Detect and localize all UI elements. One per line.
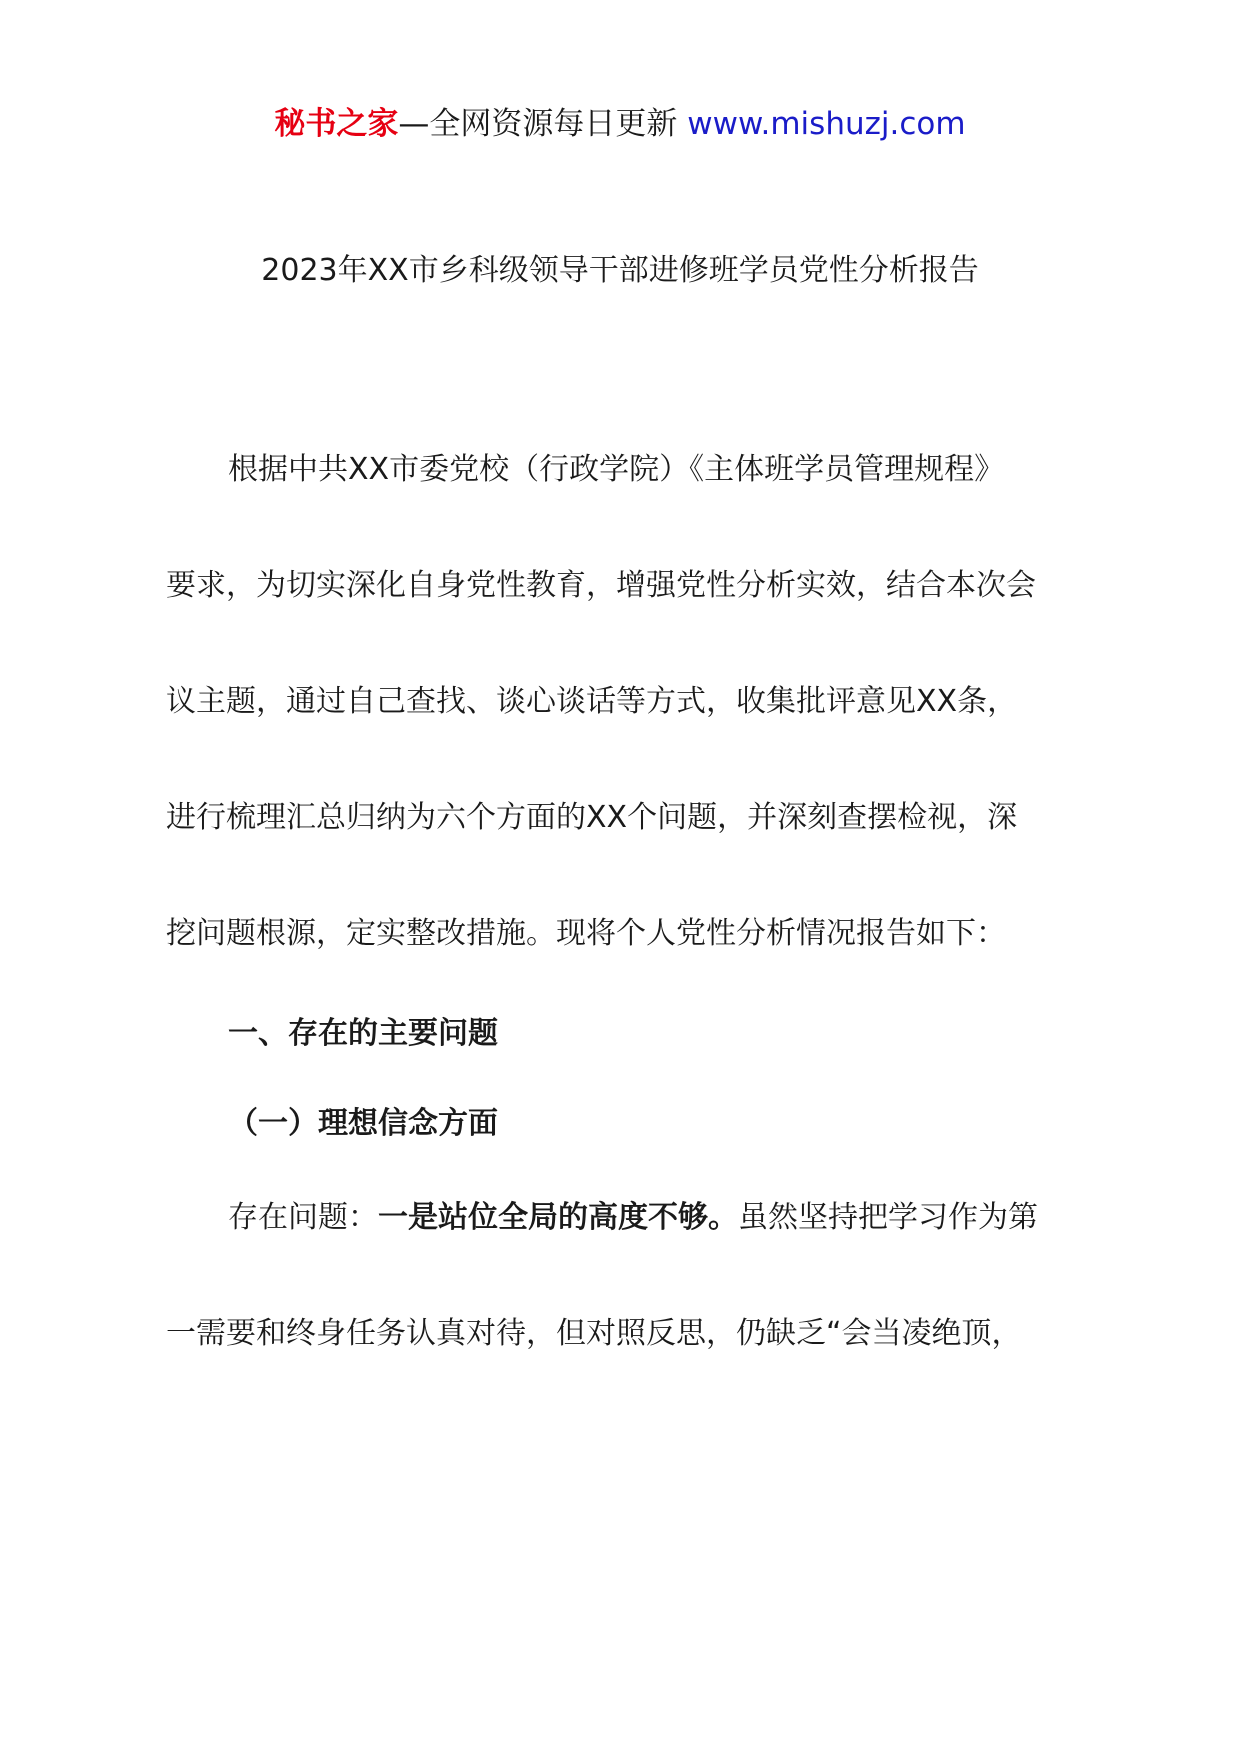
- problem-label: 存在问题：: [228, 1200, 378, 1235]
- problem-text: 虽然坚持把学习作为第: [738, 1200, 1038, 1235]
- document-title: 2023年XX市乡科级领导干部进修班学员党性分析报告: [261, 253, 979, 288]
- paragraph-line: 根据中共XX市委党校（行政学院）《主体班学员管理规程》: [228, 452, 1005, 487]
- paragraph-line: 要求，为切实深化自身党性教育，增强党性分析实效，结合本次会: [166, 568, 1036, 603]
- subsection-heading: （一）理想信念方面: [228, 1106, 498, 1141]
- header-slogan: —全网资源每日更新: [398, 106, 688, 142]
- paragraph-line: 进行梳理汇总归纳为六个方面的XX个问题，并深刻查摆检视，深: [166, 800, 1018, 835]
- problem-bold-text: 一是站位全局的高度不够。: [378, 1200, 738, 1235]
- site-url-link[interactable]: www.mishuzj.com: [687, 106, 966, 142]
- section-heading: 一、存在的主要问题: [228, 1016, 498, 1051]
- problem-line: [228, 1192, 1038, 1236]
- brand-name: 秘书之家: [274, 106, 399, 142]
- paragraph-line: 议主题，通过自己查找、谈心谈话等方式，收集批评意见XX条，: [166, 684, 1018, 719]
- paragraph-line: 一需要和终身任务认真对待，但对照反思，仍缺乏“会当凌绝顶，: [166, 1316, 1022, 1351]
- paragraph-line: 挖问题根源，定实整改措施。现将个人党性分析情况报告如下：: [166, 916, 1006, 951]
- site-header: [0, 98, 1240, 143]
